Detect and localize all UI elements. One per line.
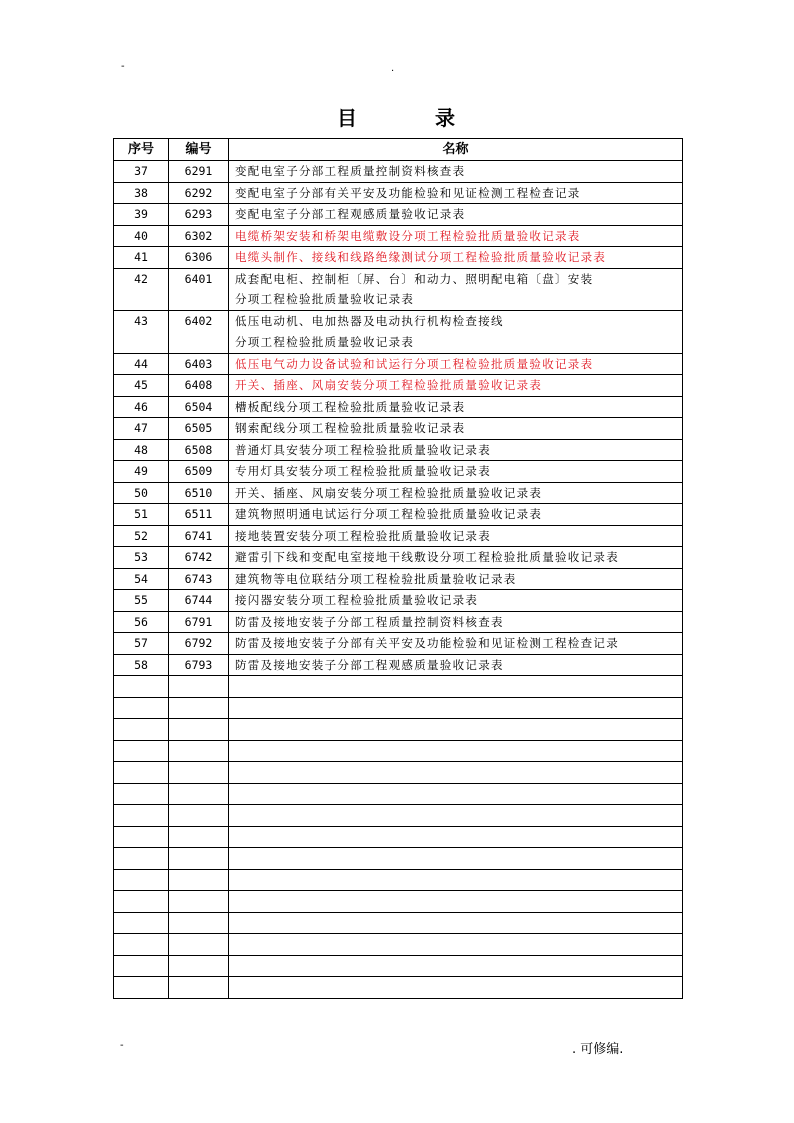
empty-cell — [169, 934, 229, 956]
row-serial: 49 — [114, 461, 169, 483]
row-code: 6408 — [169, 375, 229, 397]
empty-cell — [114, 848, 169, 870]
row-code: 6743 — [169, 568, 229, 590]
empty-cell — [229, 783, 683, 805]
table-row — [114, 482, 683, 504]
empty-table-row — [114, 891, 683, 913]
row-serial: 55 — [114, 590, 169, 612]
table-row — [114, 311, 683, 354]
table-row — [114, 590, 683, 612]
empty-cell — [114, 719, 169, 741]
table-row — [114, 461, 683, 483]
empty-cell — [169, 719, 229, 741]
empty-cell — [114, 977, 169, 999]
empty-cell — [169, 697, 229, 719]
empty-cell — [169, 805, 229, 827]
empty-cell — [229, 826, 683, 848]
row-name-line: 变配电室子分部工程观感质量验收记录表 — [235, 207, 466, 221]
row-name — [229, 633, 683, 655]
row-serial: 46 — [114, 396, 169, 418]
row-code: 6291 — [169, 161, 229, 183]
empty-cell — [229, 934, 683, 956]
row-name — [229, 247, 683, 269]
table-row — [114, 268, 683, 311]
row-code: 6504 — [169, 396, 229, 418]
row-code: 6510 — [169, 482, 229, 504]
table-row — [114, 182, 683, 204]
row-serial: 44 — [114, 353, 169, 375]
row-code: 6744 — [169, 590, 229, 612]
empty-cell — [114, 869, 169, 891]
row-name-line: 低压电动机、电加热器及电动执行机构检查接线 — [235, 314, 504, 328]
footer-editable-note: . 可修编. — [572, 1042, 624, 1057]
row-name-line: 分项工程检验批质量验收记录表 — [235, 292, 415, 306]
table-row — [114, 439, 683, 461]
table-row — [114, 375, 683, 397]
empty-cell — [169, 762, 229, 784]
row-name — [229, 525, 683, 547]
row-code: 6791 — [169, 611, 229, 633]
row-serial: 54 — [114, 568, 169, 590]
row-name — [229, 375, 683, 397]
empty-table-row — [114, 977, 683, 999]
empty-cell — [114, 891, 169, 913]
row-name — [229, 182, 683, 204]
row-serial: 52 — [114, 525, 169, 547]
row-code: 6508 — [169, 439, 229, 461]
row-name-line: 钢索配线分项工程检验批质量验收记录表 — [235, 421, 466, 435]
row-name-line: 普通灯具安装分项工程检验批质量验收记录表 — [235, 442, 491, 457]
row-code: 6306 — [169, 247, 229, 269]
row-serial: 40 — [114, 225, 169, 247]
table-row — [114, 568, 683, 590]
row-serial: 37 — [114, 161, 169, 183]
row-name — [229, 204, 683, 226]
row-code: 6403 — [169, 353, 229, 375]
row-name-line: 低压电气动力设备试验和试运行分项工程检验批质量验收记录表 — [235, 356, 594, 371]
row-code: 6293 — [169, 204, 229, 226]
row-serial: 57 — [114, 633, 169, 655]
row-serial: 39 — [114, 204, 169, 226]
empty-cell — [229, 977, 683, 999]
empty-cell — [114, 805, 169, 827]
row-serial: 43 — [114, 311, 169, 354]
row-name-line: 接闪器安装分项工程检验批质量验收记录表 — [235, 593, 479, 607]
table-row — [114, 225, 683, 247]
row-name-line: 开关、插座、风扇安装分项工程检验批质量验收记录表 — [235, 485, 543, 500]
empty-cell — [229, 869, 683, 891]
empty-table-row — [114, 783, 683, 805]
row-code: 6509 — [169, 461, 229, 483]
empty-table-row — [114, 826, 683, 848]
row-name-line: 变配电室子分部有关平安及功能检验和见证检测工程检查记录 — [235, 185, 581, 200]
row-serial: 42 — [114, 268, 169, 311]
empty-cell — [114, 676, 169, 698]
empty-cell — [114, 783, 169, 805]
table-row — [114, 525, 683, 547]
page-title — [0, 104, 794, 132]
row-name-line: 专用灯具安装分项工程检验批质量验收记录表 — [235, 464, 491, 478]
row-name — [229, 590, 683, 612]
row-name — [229, 225, 683, 247]
empty-cell — [169, 740, 229, 762]
empty-table-row — [114, 869, 683, 891]
empty-table-row — [114, 955, 683, 977]
header-name: 名称 — [229, 139, 683, 161]
empty-table-row — [114, 805, 683, 827]
empty-cell — [169, 912, 229, 934]
empty-table-row — [114, 676, 683, 698]
empty-table-row — [114, 912, 683, 934]
table-row — [114, 161, 683, 183]
row-serial: 45 — [114, 375, 169, 397]
table-row — [114, 247, 683, 269]
row-code: 6741 — [169, 525, 229, 547]
row-serial: 38 — [114, 182, 169, 204]
empty-cell — [229, 740, 683, 762]
row-serial: 50 — [114, 482, 169, 504]
table-row — [114, 418, 683, 440]
empty-cell — [229, 676, 683, 698]
row-name — [229, 504, 683, 526]
row-serial: 51 — [114, 504, 169, 526]
empty-cell — [114, 697, 169, 719]
row-name — [229, 268, 683, 311]
row-name-line: 防雷及接地安装子分部有关平安及功能检验和见证检测工程检查记录 — [235, 636, 619, 650]
row-name-line: 接地装置安装分项工程检验批质量验收记录表 — [235, 528, 491, 543]
row-name — [229, 396, 683, 418]
table-row — [114, 633, 683, 655]
row-name-line: 建筑物等电位联结分项工程检验批质量验收记录表 — [235, 571, 517, 586]
row-name-line: 防雷及接地安装子分部工程质量控制资料核查表 — [235, 614, 504, 629]
empty-cell — [169, 869, 229, 891]
header-mark-right: . — [391, 63, 395, 74]
table-row — [114, 353, 683, 375]
empty-cell — [114, 740, 169, 762]
row-name — [229, 611, 683, 633]
empty-table-row — [114, 697, 683, 719]
row-name — [229, 311, 683, 354]
empty-table-row — [114, 848, 683, 870]
title-char-right: 录 — [435, 106, 457, 130]
row-name-line: 建筑物照明通电试运行分项工程检验批质量验收记录表 — [235, 507, 543, 521]
row-name — [229, 482, 683, 504]
row-code: 6402 — [169, 311, 229, 354]
title-char-left: 目 — [337, 106, 359, 130]
empty-table-row — [114, 719, 683, 741]
empty-table-row — [114, 934, 683, 956]
empty-cell — [229, 805, 683, 827]
table-row — [114, 547, 683, 569]
empty-table-row — [114, 740, 683, 762]
empty-cell — [229, 848, 683, 870]
empty-cell — [114, 762, 169, 784]
table-row — [114, 396, 683, 418]
row-name — [229, 439, 683, 461]
row-code: 6292 — [169, 182, 229, 204]
empty-cell — [169, 848, 229, 870]
row-name-line: 成套配电柜、控制柜〔屏、台〕和动力、照明配电箱〔盘〕安装 — [235, 271, 594, 286]
row-name-line: 防雷及接地安装子分部工程观感质量验收记录表 — [235, 657, 504, 672]
row-name-line: 开关、插座、风扇安装分项工程检验批质量验收记录表 — [235, 378, 543, 392]
header-code: 编号 — [169, 139, 229, 161]
row-code: 6792 — [169, 633, 229, 655]
header-mark-left: - — [121, 61, 125, 72]
row-name — [229, 654, 683, 676]
empty-cell — [169, 826, 229, 848]
row-serial: 48 — [114, 439, 169, 461]
table-row — [114, 654, 683, 676]
row-name-line: 电缆头制作、接线和线路绝缘测试分项工程检验批质量验收记录表 — [235, 250, 607, 264]
empty-cell — [229, 891, 683, 913]
table-row — [114, 204, 683, 226]
empty-table-row — [114, 762, 683, 784]
row-name — [229, 547, 683, 569]
row-code: 6793 — [169, 654, 229, 676]
row-name — [229, 353, 683, 375]
row-serial: 56 — [114, 611, 169, 633]
row-name — [229, 161, 683, 183]
empty-cell — [114, 934, 169, 956]
row-serial: 58 — [114, 654, 169, 676]
empty-cell — [169, 955, 229, 977]
row-serial: 53 — [114, 547, 169, 569]
empty-cell — [169, 891, 229, 913]
row-name — [229, 418, 683, 440]
row-name-line: 分项工程检验批质量验收记录表 — [235, 334, 415, 349]
empty-cell — [229, 912, 683, 934]
empty-cell — [229, 719, 683, 741]
empty-cell — [169, 783, 229, 805]
row-name-line: 避雷引下线和变配电室接地干线敷设分项工程检验批质量验收记录表 — [235, 550, 619, 564]
row-code: 6511 — [169, 504, 229, 526]
empty-cell — [229, 955, 683, 977]
empty-cell — [114, 955, 169, 977]
empty-cell — [229, 697, 683, 719]
footer-mark-left: - — [120, 1040, 124, 1051]
row-name — [229, 568, 683, 590]
row-code: 6401 — [169, 268, 229, 311]
empty-cell — [169, 977, 229, 999]
row-name-line: 变配电室子分部工程质量控制资料核查表 — [235, 164, 466, 178]
row-code: 6742 — [169, 547, 229, 569]
toc-table — [113, 138, 683, 999]
empty-cell — [114, 826, 169, 848]
row-name — [229, 461, 683, 483]
empty-cell — [169, 676, 229, 698]
header-serial: 序号 — [114, 139, 169, 161]
row-code: 6505 — [169, 418, 229, 440]
row-name-line: 电缆桥架安装和桥架电缆敷设分项工程检验批质量验收记录表 — [235, 228, 581, 243]
table-header-row — [114, 139, 683, 161]
table-row — [114, 611, 683, 633]
table-row — [114, 504, 683, 526]
empty-cell — [229, 762, 683, 784]
row-serial: 47 — [114, 418, 169, 440]
empty-cell — [114, 912, 169, 934]
row-name-line: 槽板配线分项工程检验批质量验收记录表 — [235, 399, 466, 414]
row-code: 6302 — [169, 225, 229, 247]
row-serial: 41 — [114, 247, 169, 269]
toc-body — [114, 161, 683, 999]
